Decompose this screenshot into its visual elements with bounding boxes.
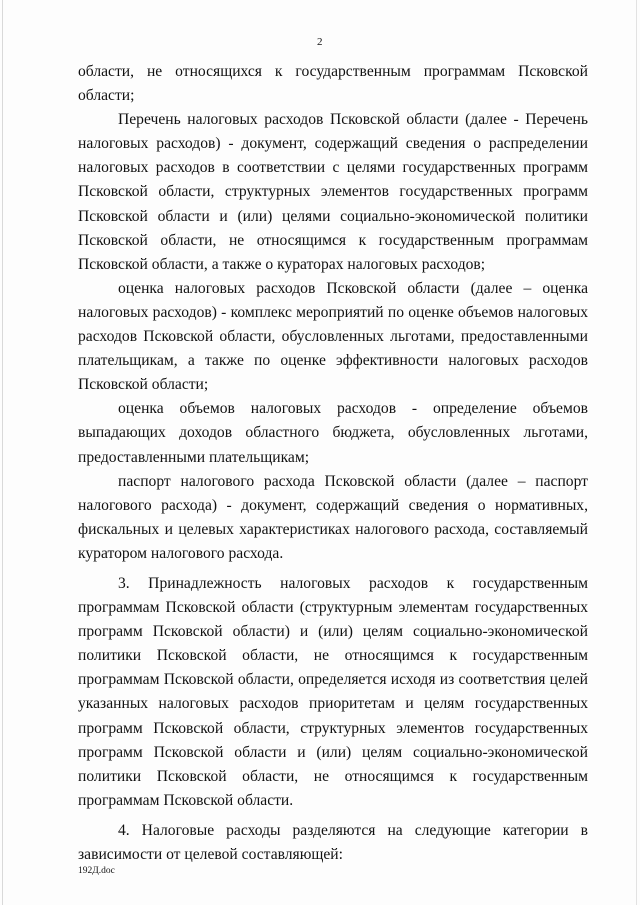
paragraph-item-4: 4. Налоговые расходы разделяются на следующие категории в зависимости от целевой составляющей: (78, 821, 588, 863)
paragraph-continuation: области, не относящихся к государственным программам Псковской области; (78, 63, 588, 105)
paragraph-ocenka-definition: оценка налоговых расходов Псковской области (далее – оценка налоговых расходов) - комплекс мероприятий по оценке объемов налоговых расходов Псковской области, обусловленных льготами, предоставленными плательщикам, а также по оценке эффективности налоговых расходов Псковской области; (78, 279, 588, 394)
paragraph-pasport-definition: паспорт налогового расхода Псковской области (далее – паспорт налогового расхода) - документ, содержащий сведения о нормативных, фискальных и целевых характеристиках налогового расхода, составляемый куратором налогового расхода. (78, 472, 588, 562)
page-number: 2 (317, 36, 323, 48)
page-right-edge (636, 0, 637, 905)
footer-filename: 192Д.doc (78, 866, 115, 876)
paragraph-perechen-definition: Перечень налоговых расходов Псковской области (далее - Перечень налоговых расходов) - документ, содержащий сведения о распределении налоговых расходов в соответствии с целями государственных программ Псковской области, структурных элементов государственных программ Псковской области и (или) целями социально-экономической политики Псковской области, не относящимся к государственным программам Псковской области, а также о кураторах налоговых расходов; (78, 111, 588, 273)
document-body (78, 60, 588, 867)
paragraph-item-3: 3. Принадлежность налоговых расходов к государственным программам Псковской области (структурным элементам государственных программ Псковской области) и (или) целям социально-экономической политики Псковской области, не относящимся к государственным программам Псковской области, определяется исходя из соответствия целей указанных налоговых расходов приоритетам и целям государственных программ Псковской области, структурных элементов государственных программ Псковской области и (или) целям социально-экономической политики Псковской области, не относящимся к государственным программам Псковской области. (78, 574, 588, 809)
page-left-edge (2, 0, 3, 905)
paragraph-ocenka-obemov-definition: оценка объемов налоговых расходов - определение объемов выпадающих доходов областного бюджета, обусловленных льготами, предоставленными плательщикам; (78, 400, 588, 466)
